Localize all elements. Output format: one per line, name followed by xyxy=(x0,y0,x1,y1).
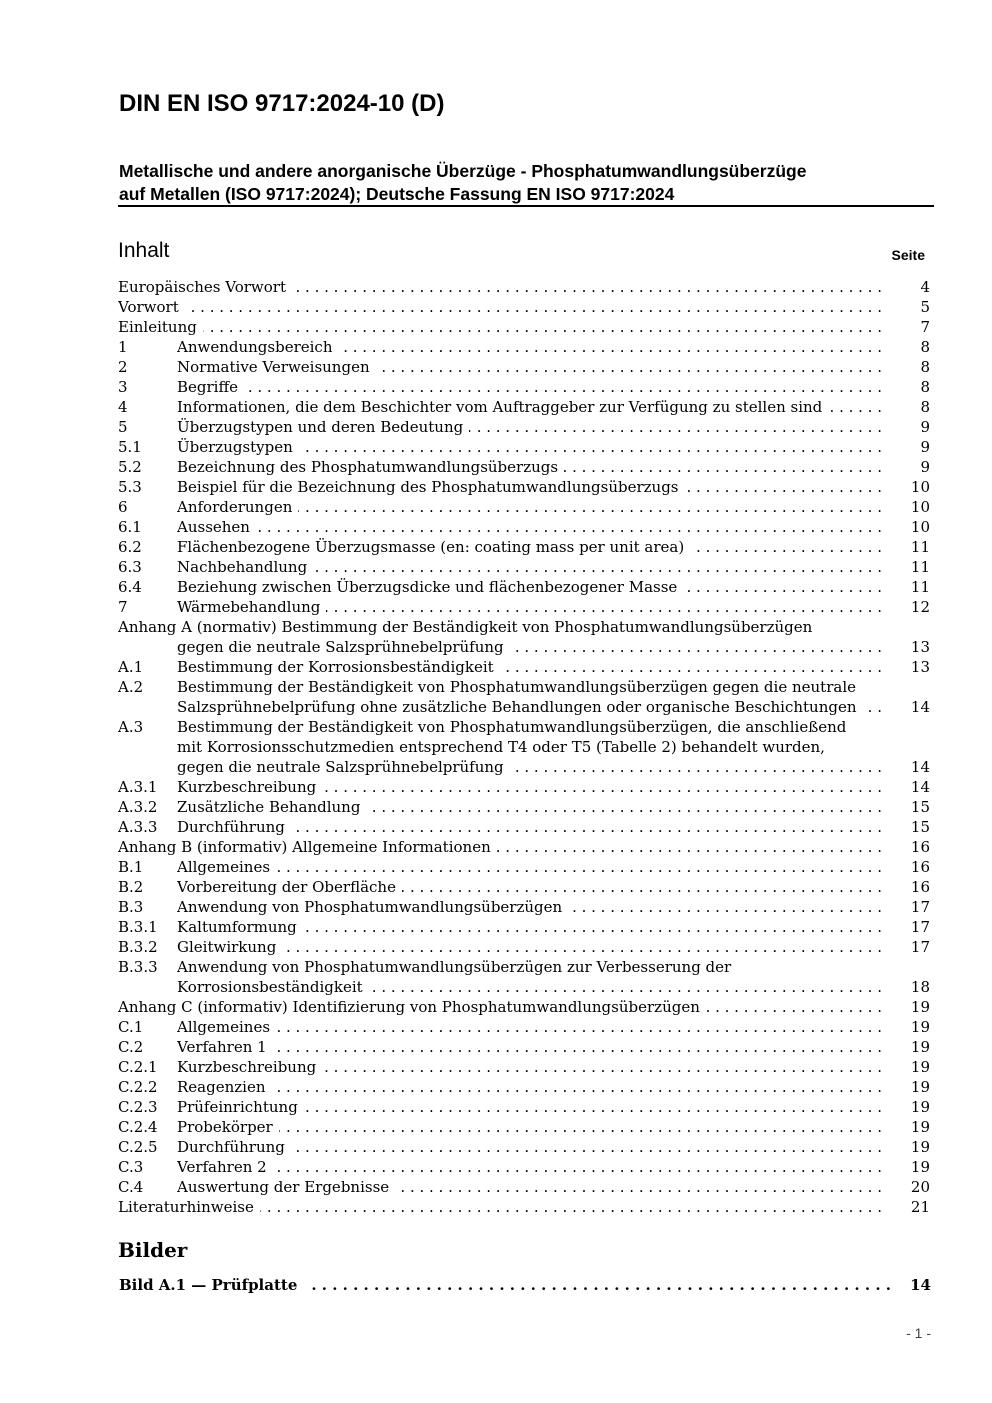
toc-entry-page: 19 xyxy=(910,1018,930,1036)
toc-entry[interactable] xyxy=(118,997,930,1017)
toc-entry-title: Nachbehandlung xyxy=(177,558,313,576)
toc-entry-number: C.1 xyxy=(118,1018,144,1036)
toc-entry-page: 20 xyxy=(910,1178,930,1196)
toc-entry-page: 13 xyxy=(910,658,930,676)
toc-entry-page: 10 xyxy=(910,518,930,536)
toc-entry-number: B.3 xyxy=(118,898,144,916)
toc-entry-title: Kaltumformung xyxy=(177,918,303,936)
toc-entry-title: Literaturhinweise xyxy=(118,1198,260,1216)
toc-entry[interactable] xyxy=(118,437,930,457)
toc-entry[interactable] xyxy=(118,977,930,997)
toc-entry-title: Überzugstypen xyxy=(177,438,299,456)
toc-entry-number: B.3.1 xyxy=(118,918,158,936)
toc-entry-number: B.1 xyxy=(118,858,144,876)
toc-entry[interactable] xyxy=(118,297,930,317)
toc-entry-number: C.2.2 xyxy=(118,1078,158,1096)
toc-entry[interactable] xyxy=(118,517,930,537)
toc-entry-number: C.2 xyxy=(118,1038,144,1056)
subtitle-line: auf Metallen (ISO 9717:2024); Deutsche Fassung EN ISO 9717:2024 xyxy=(119,184,675,204)
toc-entry[interactable] xyxy=(118,1197,930,1217)
toc-entry-number: C.3 xyxy=(118,1158,144,1176)
document-title: DIN EN ISO 9717:2024-10 (D) xyxy=(119,90,445,117)
toc-entry-page: 18 xyxy=(910,978,930,996)
toc-entry-title: Vorbereitung der Oberfläche xyxy=(177,878,402,896)
toc-entry[interactable] xyxy=(118,1057,930,1077)
toc-entry-page: 4 xyxy=(920,278,930,296)
toc-entry[interactable] xyxy=(118,357,930,377)
toc-entry-number: B.2 xyxy=(118,878,144,896)
toc-entry-page: 14 xyxy=(910,698,930,716)
toc-entry[interactable] xyxy=(118,1037,930,1057)
toc-entry-title: Korrosionsbeständigkeit xyxy=(177,978,369,996)
toc-entry[interactable] xyxy=(118,657,930,677)
toc-entry-title: Prüfeinrichtung xyxy=(177,1098,304,1116)
toc-entry[interactable] xyxy=(118,337,930,357)
toc-entry-number: 2 xyxy=(118,358,128,376)
page-column-label: Seite xyxy=(891,247,925,263)
toc-entry-page: 17 xyxy=(910,898,930,916)
toc-entry-page: 16 xyxy=(910,878,930,896)
toc-entry-number: C.2.3 xyxy=(118,1098,158,1116)
toc-entry-page: 19 xyxy=(910,1078,930,1096)
toc-entry-number: C.2.5 xyxy=(118,1138,158,1156)
toc-entry-number: B.3.3 xyxy=(118,958,158,976)
toc-entry[interactable] xyxy=(118,877,930,897)
toc-entry-number: 6.2 xyxy=(118,538,142,556)
toc-entry[interactable] xyxy=(118,1117,930,1137)
toc-entry-page: 8 xyxy=(920,358,930,376)
toc-entry-page: 19 xyxy=(910,1158,930,1176)
toc-entry-title: Flächenbezogene Überzugsmasse (en: coating mass per unit area) xyxy=(177,538,690,556)
toc-entry-title: Bestimmung der Beständigkeit von Phosphatumwandlungsüberzügen, die anschließend xyxy=(177,718,852,736)
toc-entry-page: 16 xyxy=(910,858,930,876)
toc-entry-number: 4 xyxy=(118,398,128,416)
toc-entry-title: Begriffe xyxy=(177,378,244,396)
toc-entry-title: Zusätzliche Behandlung xyxy=(177,798,366,816)
toc-entry-title: Europäisches Vorwort xyxy=(118,278,292,296)
title-divider xyxy=(118,205,934,207)
toc-entry[interactable] xyxy=(118,677,930,697)
toc-entry-number: 1 xyxy=(118,338,128,356)
toc-entry-page: 15 xyxy=(910,818,930,836)
toc-entry[interactable] xyxy=(118,777,930,797)
toc-entry-number: A.3.2 xyxy=(118,798,158,816)
toc-entry-number: 6 xyxy=(118,498,128,516)
figure-entry[interactable] xyxy=(119,1275,931,1295)
toc-entry-page: 7 xyxy=(920,318,930,336)
toc-entry[interactable] xyxy=(118,817,930,837)
toc-entry-number: C.4 xyxy=(118,1178,144,1196)
toc-entry-title: Kurzbeschreibung xyxy=(177,778,322,796)
toc-entry-page: 10 xyxy=(910,478,930,496)
toc-entry[interactable] xyxy=(118,537,930,557)
toc-entry-page: 17 xyxy=(910,938,930,956)
toc-entry-page: 5 xyxy=(920,298,930,316)
toc-entry-number: 6.3 xyxy=(118,558,142,576)
toc-entry-number: C.2.4 xyxy=(118,1118,158,1136)
toc-entry-title: Wärmebehandlung xyxy=(177,598,326,616)
toc-entry-number: 6.1 xyxy=(118,518,142,536)
toc-entry-title: Bestimmung der Korrosionsbeständigkeit xyxy=(177,658,500,676)
toc-entry[interactable] xyxy=(118,737,930,757)
toc-entry[interactable] xyxy=(118,1137,930,1157)
toc-entry-title: Reagenzien xyxy=(177,1078,272,1096)
toc-entry-title: Anhang A (normativ) Bestimmung der Beständigkeit von Phosphatumwandlungsüberzügen xyxy=(118,618,818,636)
table-of-contents xyxy=(118,277,930,1217)
toc-entry-page: 15 xyxy=(910,798,930,816)
toc-entry[interactable] xyxy=(118,377,930,397)
toc-entry-title: Auswertung der Ergebnisse xyxy=(177,1178,395,1196)
toc-entry-number: 5.3 xyxy=(118,478,142,496)
toc-entry-title: Probekörper xyxy=(177,1118,279,1136)
toc-entry-title: Einleitung xyxy=(118,318,203,336)
toc-entry[interactable] xyxy=(118,397,930,417)
toc-entry[interactable] xyxy=(118,457,930,477)
toc-entry-title: Allgemeines xyxy=(177,1018,276,1036)
toc-entry-number: 3 xyxy=(118,378,128,396)
toc-entry-page: 21 xyxy=(910,1198,930,1216)
toc-entry[interactable] xyxy=(118,597,930,617)
toc-entry[interactable] xyxy=(118,857,930,877)
figure-entry-page: 14 xyxy=(910,1276,931,1294)
toc-entry-title: Allgemeines xyxy=(177,858,276,876)
toc-entry[interactable] xyxy=(118,757,930,777)
toc-entry[interactable] xyxy=(118,557,930,577)
toc-entry[interactable] xyxy=(118,617,930,637)
toc-entry-number: 5 xyxy=(118,418,128,436)
toc-entry[interactable] xyxy=(118,497,930,517)
toc-entry-title: Salzsprühnebelprüfung ohne zusätzliche Behandlungen oder organische Beschichtungen xyxy=(177,698,863,716)
toc-entry[interactable] xyxy=(118,417,930,437)
toc-entry[interactable] xyxy=(118,477,930,497)
toc-entry-title: Anhang B (informativ) Allgemeine Informationen xyxy=(118,838,497,856)
toc-entry-page: 11 xyxy=(910,538,930,556)
toc-entry-page: 14 xyxy=(910,758,930,776)
toc-entry-number: B.3.2 xyxy=(118,938,158,956)
toc-entry[interactable] xyxy=(118,637,930,657)
toc-entry[interactable] xyxy=(118,717,930,737)
toc-entry-title: Gleitwirkung xyxy=(177,938,282,956)
toc-entry[interactable] xyxy=(118,577,930,597)
toc-entry-title: Beispiel für die Bezeichnung des Phosphatumwandlungsüberzugs xyxy=(177,478,685,496)
toc-entry[interactable] xyxy=(118,897,930,917)
toc-entry-page: 16 xyxy=(910,838,930,856)
toc-entry-title: Kurzbeschreibung xyxy=(177,1058,322,1076)
list-of-figures xyxy=(119,1275,931,1295)
toc-entry-page: 19 xyxy=(910,998,930,1016)
toc-entry-title: Anwendung von Phosphatumwandlungsüberzügen zur Verbesserung der xyxy=(177,958,737,976)
toc-entry[interactable] xyxy=(118,317,930,337)
toc-entry-title: Bezeichnung des Phosphatumwandlungsüberzugs xyxy=(177,458,564,476)
toc-entry[interactable] xyxy=(118,837,930,857)
toc-entry-number: C.2.1 xyxy=(118,1058,158,1076)
toc-entry-page: 19 xyxy=(910,1138,930,1156)
toc-entry-page: 19 xyxy=(910,1038,930,1056)
toc-entry-title: Beziehung zwischen Überzugsdicke und flächenbezogener Masse xyxy=(177,578,683,596)
toc-entry-page: 8 xyxy=(920,378,930,396)
toc-entry-number: 6.4 xyxy=(118,578,142,596)
toc-entry-number: 5.2 xyxy=(118,458,142,476)
toc-entry-page: 19 xyxy=(910,1118,930,1136)
toc-entry-title: Verfahren 1 xyxy=(177,1038,273,1056)
toc-entry-page: 19 xyxy=(910,1098,930,1116)
toc-entry-title: gegen die neutrale Salzsprühnebelprüfung xyxy=(177,638,510,656)
toc-entry-page: 13 xyxy=(910,638,930,656)
toc-entry-title: Überzugstypen und deren Bedeutung xyxy=(177,418,469,436)
toc-entry[interactable] xyxy=(118,1177,930,1197)
toc-entry-page: 9 xyxy=(920,458,930,476)
toc-entry-page: 17 xyxy=(910,918,930,936)
toc-entry[interactable] xyxy=(118,957,930,977)
toc-entry-title: gegen die neutrale Salzsprühnebelprüfung xyxy=(177,758,510,776)
toc-entry-number: 7 xyxy=(118,598,128,616)
toc-entry-title: Vorwort xyxy=(118,298,185,316)
document-subtitle xyxy=(119,160,929,206)
toc-entry-title: Bestimmung der Beständigkeit von Phosphatumwandlungsüberzügen gegen die neutrale xyxy=(177,678,862,696)
toc-entry-title: Aussehen xyxy=(177,518,256,536)
subtitle-line: Metallische und andere anorganische Überzüge - Phosphatumwandlungsüberzüge xyxy=(119,161,807,181)
toc-entry-title: Durchführung xyxy=(177,1138,291,1156)
toc-entry-page: 19 xyxy=(910,1058,930,1076)
toc-entry-page: 11 xyxy=(910,578,930,596)
figures-heading: Bilder xyxy=(118,1238,188,1262)
toc-entry-number: 5.1 xyxy=(118,438,142,456)
toc-entry-page: 14 xyxy=(910,778,930,796)
toc-entry-title: Durchführung xyxy=(177,818,291,836)
toc-entry-number: A.1 xyxy=(118,658,144,676)
toc-entry[interactable] xyxy=(118,797,930,817)
toc-entry[interactable] xyxy=(118,917,930,937)
toc-entry[interactable] xyxy=(118,937,930,957)
toc-entry-title: Anwendung von Phosphatumwandlungsüberzügen xyxy=(177,898,568,916)
toc-entry[interactable] xyxy=(118,277,930,297)
toc-entry-number: A.2 xyxy=(118,678,144,696)
toc-entry-title: Normative Verweisungen xyxy=(177,358,376,376)
toc-entry-page: 9 xyxy=(920,418,930,436)
toc-entry[interactable] xyxy=(118,697,930,717)
toc-entry-title: Anhang C (informativ) Identifizierung von Phosphatumwandlungsüberzügen xyxy=(118,998,706,1016)
toc-entry-page: 9 xyxy=(920,438,930,456)
toc-entry[interactable] xyxy=(118,1017,930,1037)
toc-entry-page: 8 xyxy=(920,338,930,356)
figure-entry-title: Bild A.1 — Prüfplatte xyxy=(119,1276,305,1294)
toc-entry-title: Informationen, die dem Beschichter vom Auftraggeber zur Verfügung zu stellen sind xyxy=(177,398,828,416)
toc-entry-number: A.3.3 xyxy=(118,818,158,836)
toc-entry-title: Verfahren 2 xyxy=(177,1158,273,1176)
toc-entry-page: 11 xyxy=(910,558,930,576)
toc-entry-page: 12 xyxy=(910,598,930,616)
toc-entry-title: mit Korrosionsschutzmedien entsprechend T4 oder T5 (Tabelle 2) behandelt wurden, xyxy=(177,738,831,756)
toc-entry[interactable] xyxy=(118,1077,930,1097)
toc-entry[interactable] xyxy=(118,1097,930,1117)
toc-heading: Inhalt xyxy=(118,239,170,262)
toc-entry-number: A.3.1 xyxy=(118,778,158,796)
toc-entry-page: 8 xyxy=(920,398,930,416)
toc-entry-title: Anforderungen xyxy=(177,498,298,516)
toc-entry-number: A.3 xyxy=(118,718,144,736)
toc-entry-title: Anwendungsbereich xyxy=(177,338,338,356)
page-number: - 1 - xyxy=(906,1325,931,1341)
toc-entry-page: 10 xyxy=(910,498,930,516)
toc-entry[interactable] xyxy=(118,1157,930,1177)
